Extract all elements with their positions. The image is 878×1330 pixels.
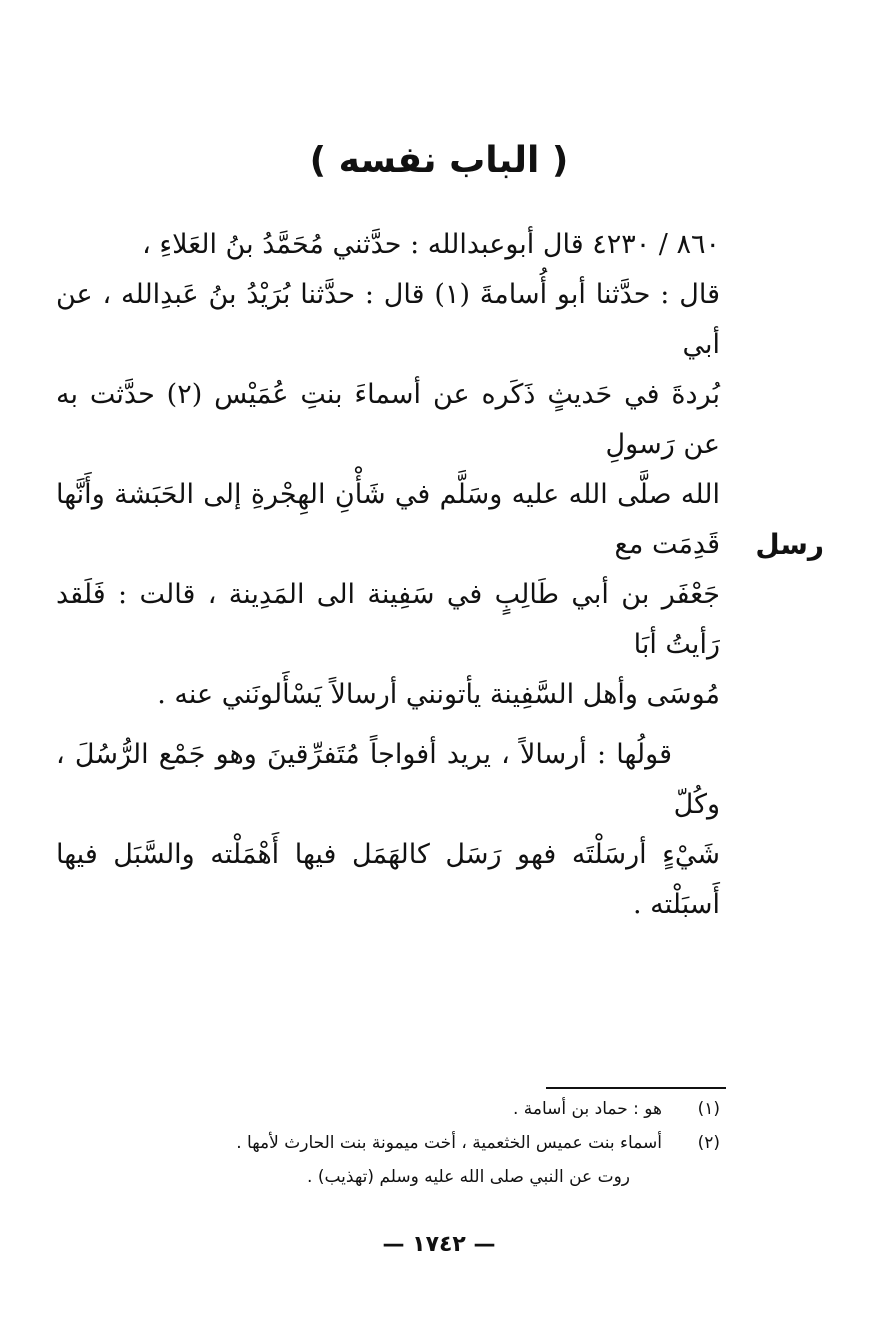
commentary-line: قولُها : أرسالاً ، يريد أفواجاً مُتَفرِّقينَ وهو جَمْع الرُّسُلَ ، وكُلّ <box>56 739 720 820</box>
hadith-line: جَعْفَر بن أبي طَالِبٍ في سَفِينة الى المَدِينة ، قالت : فَلَقد رَأيتُ أبَا <box>56 579 720 660</box>
hadith-line: ٨٦٠ / ٤٢٣٠ قال أبوعبدالله : حدَّثني مُحَمَّدُ بنُ العَلاءِ ، <box>142 229 720 260</box>
footnote-text: هو : حماد بن أسامة . <box>512 1099 662 1119</box>
footnote-number: (١) <box>697 1099 720 1119</box>
footnote-item <box>120 1126 720 1160</box>
chapter-title: ( الباب نفسه ) <box>309 140 569 181</box>
margin-keyword: رسل <box>755 528 824 561</box>
hadith-line: مُوسَى وأهل السَّفِينة يأتونني أرسالاً يَسْأَلونَني عنه . <box>157 679 720 710</box>
hadith-line: الله صلَّى الله عليه وسَلَّم في شَأْنِ الهِجْرةِ إلى الحَبَشة وأَنَّها قَدِمَت مع <box>56 479 720 560</box>
commentary-paragraph <box>56 730 720 930</box>
footnotes <box>120 1092 720 1194</box>
hadith-line: بُردةَ في حَديثٍ ذَكَره عن أسماءَ بنتِ عُمَيْس (٢) حدَّثت به عن رَسولِ <box>56 379 720 460</box>
footnote-number: (٢) <box>697 1133 720 1153</box>
hadith-paragraph <box>56 220 720 720</box>
footnote-divider <box>546 1087 726 1089</box>
main-text-block <box>56 220 720 930</box>
footnote-item <box>120 1092 720 1126</box>
footnote-text: أسماء بنت عميس الخثعمية ، أخت ميمونة بنت الحارث لأمها . <box>236 1133 662 1153</box>
commentary-line: شَيْءٍ أرسَلْتَه فهو رَسَل كالهَمَل فيها أَهْمَلْته والسَّبَل فيها أَسبَلْته . <box>56 839 720 920</box>
hadith-line: قال : حدَّثنا أبو أُسامةَ (١) قال : حدَّثنا بُرَيْدُ بنُ عَبدِالله ، عن أبي <box>56 279 720 360</box>
footnote-continuation: روت عن النبي صلى الله عليه وسلم (تهذيب) . <box>307 1167 630 1187</box>
page-number: — ١٧٤٢ — <box>382 1232 496 1257</box>
